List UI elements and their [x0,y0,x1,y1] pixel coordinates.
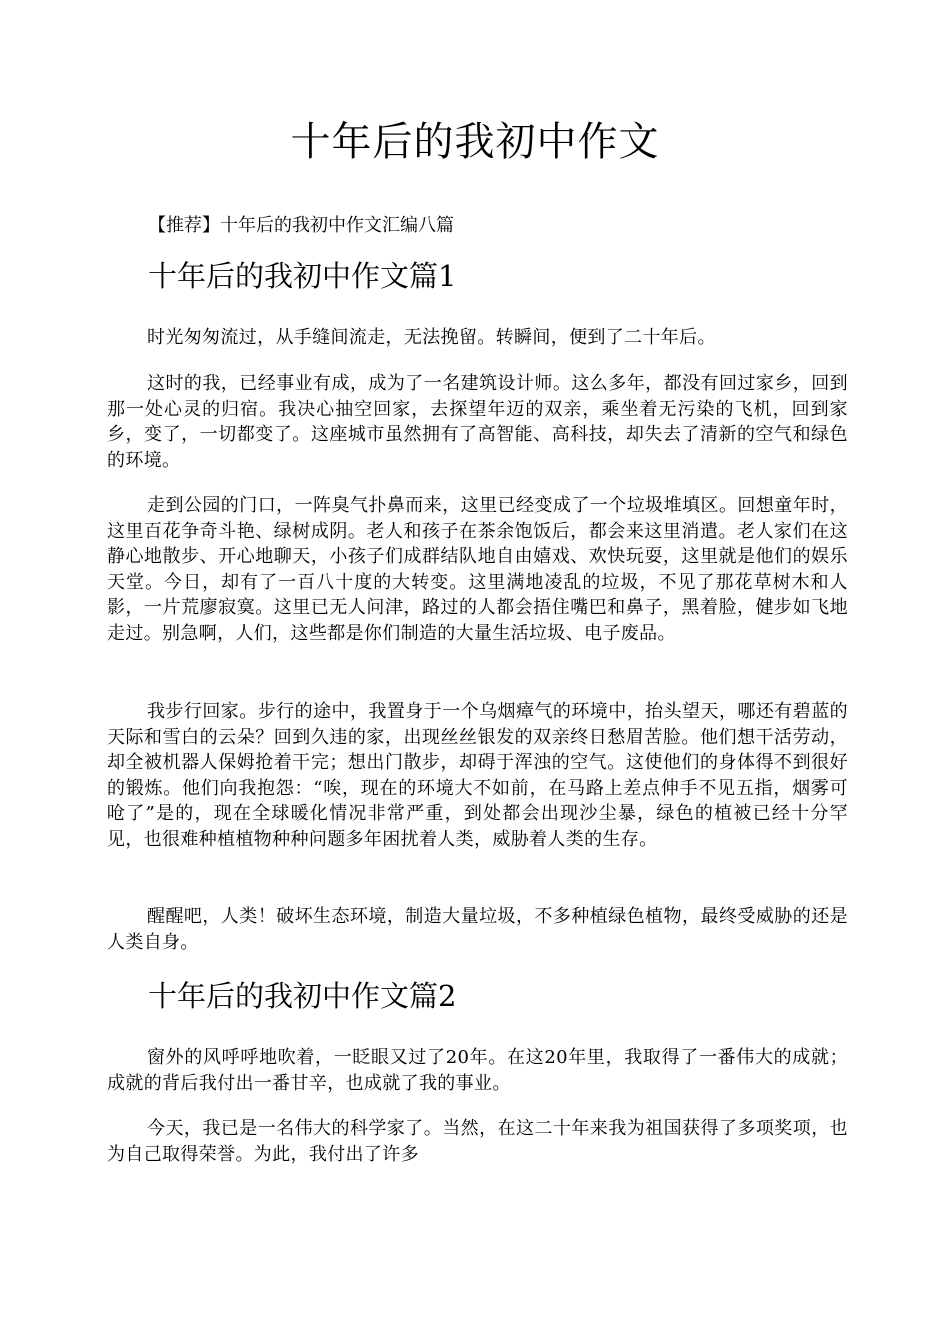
section-1-paragraph-2: 这时的我，已经事业有成，成为了一名建筑设计师。这么多年，都没有回过家乡，回到那一处心灵的归宿。我决心抽空回家，去探望年迈的双亲，乘坐着无污染的飞机，回到家乡，变了，一切都变了。这座城市虽然拥有了高智能、高科技，却失去了清新的空气和绿色的环境。 [107,373,848,471]
section-1-paragraph-3: 走到公园的门口，一阵臭气扑鼻而来，这里已经变成了一个垃圾堆填区。回想童年时，这里百花争奇斗艳、绿树成阴。老人和孩子在茶余饱饭后，都会来这里消遣。老人家们在这静心地散步、开心地聊天，小孩子们成群结队地自由嬉戏、欢快玩耍，这里就是他们的娱乐天堂。今日，却有了一百八十度的大转变。这里满地凌乱的垃圾，不见了那花草树木和人影，一片荒廖寂寞。这里已无人问津，路过的人都会捂住嘴巴和鼻子，黑着脸，健步如飞地走过。别急啊，人们，这些都是你们制造的大量生活垃圾、电子废品。 [107,495,848,644]
document-title: 十年后的我初中作文 [290,119,660,165]
section-heading-2: 十年后的我初中作文篇2 [148,979,457,1013]
recommend-line: 【推荐】十年后的我初中作文汇编八篇 [148,215,454,236]
section-1-paragraph-1: 时光匆匆流过，从手缝间流走，无法挽留。转瞬间，便到了二十年后。 [147,327,716,348]
section-2-paragraph-1: 窗外的风呼呼地吹着，一眨眼又过了20年。在这20年里，我取得了一番伟大的成就；成就的背后我付出一番甘辛，也成就了我的事业。 [107,1047,848,1094]
section-heading-1: 十年后的我初中作文篇1 [148,259,457,293]
section-1-paragraph-4: 我步行回家。步行的途中，我置身于一个乌烟瘴气的环境中，抬头望天，哪还有碧蓝的天际和雪白的云朵？回到久违的家，出现丝丝银发的双亲终日愁眉苦脸。他们想干活劳动，却全被机器人保姆抢着干完；想出门散步，却碍于浑浊的空气。这使他们的身体得不到很好的锻炼。他们向我抱怨：“唉，现在的环境大不如前，在马路上差点伸手不见五指，烟雾可呛了”是的，现在全球暖化情况非常严重，到处都会出现沙尘暴，绿色的植被已经十分罕见，也很难种植植物种种问题多年困扰着人类，威胁着人类的生存。 [107,701,848,850]
section-2-paragraph-2: 今天，我已是一名伟大的科学家了。当然，在这二十年来我为祖国获得了多项奖项，也为自己取得荣誉。为此，我付出了许多 [107,1118,848,1165]
section-1-paragraph-5: 醒醒吧，人类！破坏生态环境，制造大量垃圾，不多种植绿色植物，最终受威胁的还是人类自身。 [107,906,848,953]
